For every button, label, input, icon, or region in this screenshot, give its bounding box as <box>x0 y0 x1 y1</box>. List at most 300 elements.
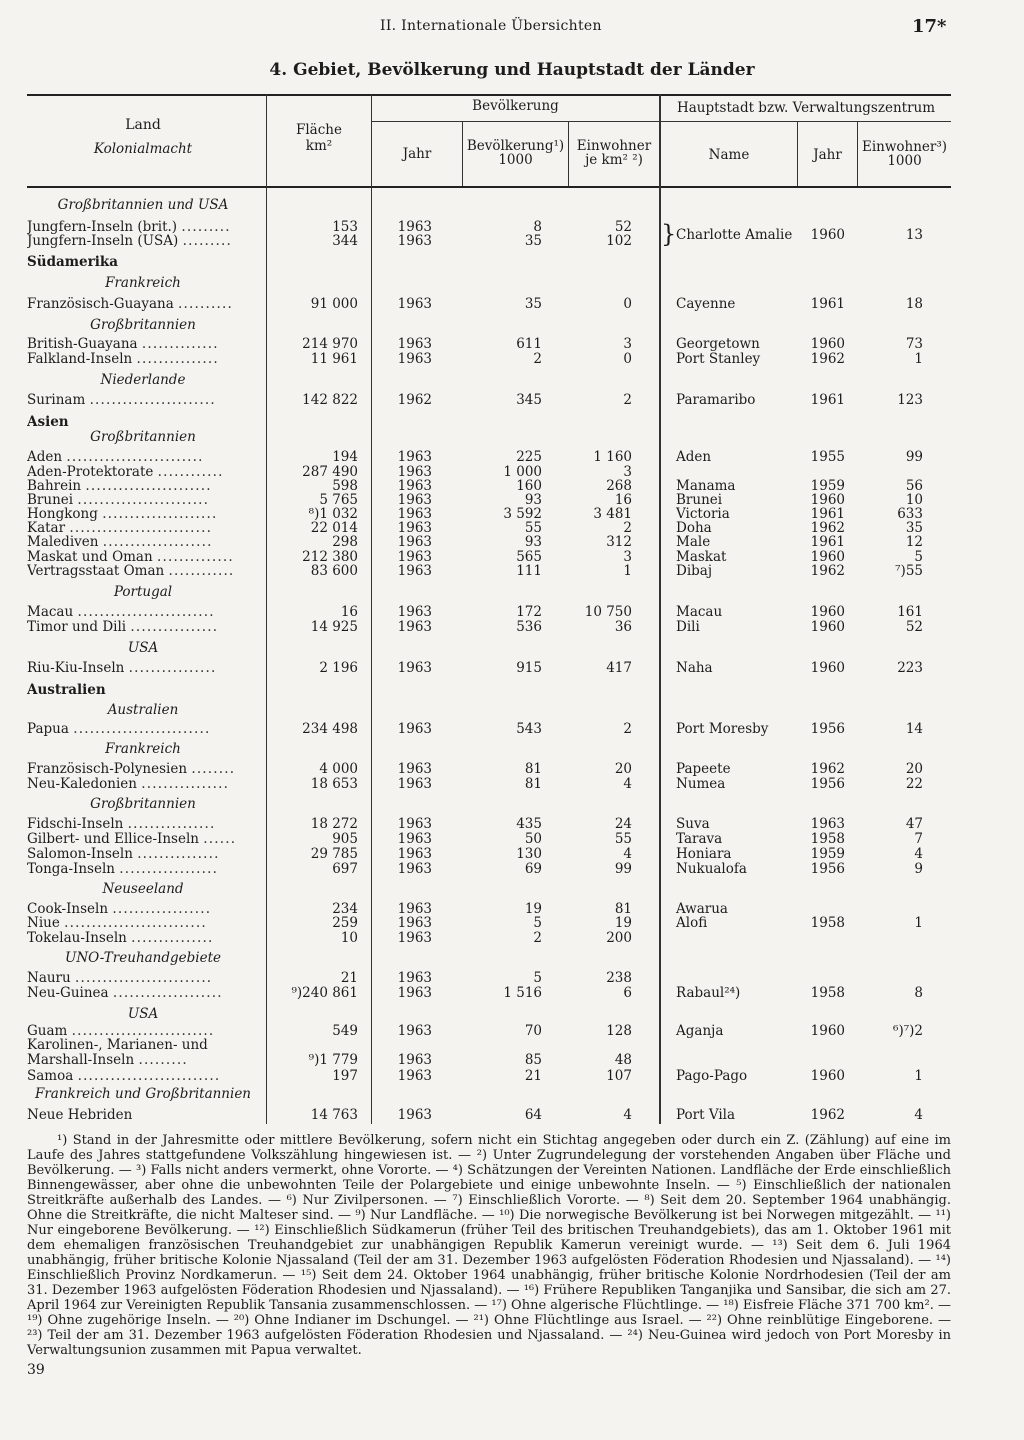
header-bevoelkerung: Bevölkerung <box>472 98 559 114</box>
cell-cinh: 56 <box>905 478 923 494</box>
cell-pop: 69 <box>524 861 542 877</box>
cell-year: 1963 <box>397 816 432 832</box>
land-name <box>27 393 259 407</box>
cell-year: 1963 <box>397 233 432 249</box>
cell-cinh: ⁷)55 <box>895 563 923 579</box>
cell-cap: Suva <box>676 816 710 832</box>
cell-cinh: 14 <box>905 721 923 737</box>
cell-year: 1963 <box>397 506 432 522</box>
footer-page-number: 39 <box>27 1362 45 1378</box>
colonial-power-heading <box>0 703 1024 717</box>
cell-cinh: 10 <box>905 492 923 508</box>
cell-dens: 2 <box>623 721 632 737</box>
land-name <box>27 1108 259 1122</box>
cell-year: 1963 <box>397 901 432 917</box>
land-label: Frankreich <box>105 742 181 756</box>
cell-area: 212 380 <box>302 549 358 565</box>
cell-area: 259 <box>332 915 358 931</box>
land-label: Neue Hebriden <box>27 1108 133 1122</box>
cell-cap: Dili <box>676 619 700 635</box>
cell-cyear: 1962 <box>810 761 845 777</box>
header-einwohner-b: je km² ²) <box>585 152 643 168</box>
land-name <box>27 450 259 464</box>
land-label: Australien <box>27 683 106 697</box>
cell-dens: 0 <box>623 296 632 312</box>
cell-cyear: 1962 <box>810 563 845 579</box>
running-head: II. Internationale Übersichten <box>380 18 602 34</box>
cell-cap: Cayenne <box>676 296 736 312</box>
cell-year: 1963 <box>397 915 432 931</box>
cell-cyear: 1960 <box>810 549 845 565</box>
cell-pop: 1 000 <box>503 464 542 480</box>
cell-dens: 2 <box>623 392 632 408</box>
cell-dens: 268 <box>606 478 632 494</box>
cell-year: 1963 <box>397 549 432 565</box>
land-name <box>27 683 259 697</box>
leader-dots: ......... <box>181 220 231 234</box>
leader-dots: .................. <box>112 902 212 916</box>
cell-area: 29 785 <box>310 846 358 862</box>
cell-cyear: 1956 <box>810 776 845 792</box>
cell-cinh: 22 <box>905 776 923 792</box>
cell-area: 10 <box>340 930 358 946</box>
land-name <box>27 817 259 831</box>
cell-area: 21 <box>340 970 358 986</box>
cell-cinh: 5 <box>914 549 923 565</box>
header-name: Name <box>708 147 750 163</box>
header-bev-1000-b: 1000 <box>498 152 533 168</box>
table-row <box>0 817 1024 831</box>
cell-area: 153 <box>332 219 358 235</box>
land-name <box>27 703 259 717</box>
cell-cap: Pago-Pago <box>676 1068 748 1084</box>
cell-cap: Honiara <box>676 846 732 862</box>
land-name <box>27 337 259 351</box>
land-name <box>27 951 259 965</box>
continent-heading <box>0 415 1024 429</box>
cell-cyear: 1960 <box>810 660 845 676</box>
land-label: Karolinen-, Marianen- und <box>27 1038 208 1052</box>
table-row <box>0 722 1024 736</box>
cell-cap: Doha <box>676 520 712 536</box>
table-row <box>0 620 1024 634</box>
table-row <box>0 605 1024 619</box>
leader-dots: .............. <box>141 337 219 351</box>
cell-pop: 85 <box>524 1052 542 1068</box>
table-row <box>0 931 1024 945</box>
cell-cap: Manama <box>676 478 736 494</box>
cell-year: 1963 <box>397 985 432 1001</box>
land-name <box>27 564 259 578</box>
table-row <box>0 564 1024 578</box>
cell-dens: 0 <box>623 351 632 367</box>
land-label: Portugal <box>113 585 173 599</box>
land-name <box>27 1069 259 1083</box>
cell-pop: 172 <box>516 604 542 620</box>
land-label: Hongkong <box>27 507 98 521</box>
cell-cinh: 18 <box>905 296 923 312</box>
cell-cinh: 35 <box>905 520 923 536</box>
land-name <box>27 352 259 366</box>
header-jahr: Jahr <box>402 146 432 162</box>
cell-cinh: 9 <box>914 861 923 877</box>
land-label: Cook-Inseln <box>27 902 109 916</box>
land-name <box>27 415 259 429</box>
cell-area: 5 765 <box>319 492 358 508</box>
cell-cap: Brunei <box>676 492 723 508</box>
cell-cinh: 99 <box>905 449 923 465</box>
cell-pop: 64 <box>524 1107 542 1123</box>
cell-cyear: 1961 <box>810 534 845 550</box>
land-label: Niederlande <box>100 373 186 387</box>
land-label: Vertragsstaat Oman <box>27 564 165 578</box>
cell-cap: Maskat <box>676 549 727 565</box>
table-row <box>0 465 1024 479</box>
continent-heading <box>0 683 1024 697</box>
cell-cap: Paramaribo <box>676 392 756 408</box>
cell-year: 1963 <box>397 776 432 792</box>
cell-year: 1963 <box>397 619 432 635</box>
cell-pop: 55 <box>524 520 542 536</box>
cell-year: 1963 <box>397 861 432 877</box>
table-row <box>0 916 1024 930</box>
cell-cap: Tarava <box>676 831 723 847</box>
leader-dots: .......... <box>178 297 233 311</box>
land-label: Surinam <box>27 393 86 407</box>
table-row <box>0 777 1024 791</box>
footnotes-text: ¹) Stand in der Jahresmitte oder mittlere Bevölkerung, sofern nicht ein Stichtag angegeben oder durch ein Z. (Zählung) auf eine im Laufe des Jahres stattgefundene Volkszählung hingewiesen ist. — ²) Unter Zugrundelegung der vorstehenden Angaben über Fläche und Bevölkerung. — ³) Falls nicht anders vermerkt, ohne Vororte. — ⁴) Schätzungen der Vereinten Nationen. Landfläche der Erde einschließlich Binnengewässer, aber ohne die unbewohnten Teile der Polargebiete und einige unbewohnte Inseln. — ⁵) Einschließlich der nationalen Streitkräfte außerhalb des Landes. — ⁶) Nur Zivilpersonen. — ⁷) Einschließlich Vororte. — ⁸) Seit dem 20. September 1964 unabhängig. Ohne die Streitkräfte, die nicht Malteser sind. — ⁹) Nur Landfläche. — ¹⁰) Die norwegische Bevölkerung ist bei Norwegen mitgezählt. — ¹¹) Nur eingeborene Bevölkerung. — ¹²) Einschließlich Südkamerun (früher Teil des britischen Treuhandgebiets), das am 1. Oktober 1961 mit dem ehemaligen französischen Treuhandgebiet zur unabhängigen Republik Kamerun vereinigt wurde. — ¹³) Seit dem 6. Juli 1964 unabhängig, früher britische Kolonie Njassaland (Teil der am 31. Dezember 1963 aufgelösten Föderation Rhodesien und Njassaland). — ¹⁴) Einschließlich Provinz Nordkamerun. — ¹⁵) Seit dem 24. Oktober 1964 unabhängig, früher britische Kolonie Nordrhodesien (Teil der am 31. Dezember 1963 aufgelösten Föderation Rhodesien und Njassaland). — ¹⁶) Frühere Republiken Tanganjika und Sansibar, die sich am 27. April 1964 zur Vereinigten Republik Tansania zusammenschlossen. — ¹⁷) Ohne algerische Flüchtlinge. — ¹⁸) Eisfreie Fläche 371 700 km². — ¹⁹) Ohne zugehörige Inseln. — ²⁰) Ohne Indianer im Dschungel. — ²¹) Ohne Flüchtlinge aus Israel. — ²²) Ohne reinblütige Eingeborene. — ²³) Teil der am 31. Dezember 1963 aufgelösten Föderation Rhodesien und Njassaland. — ²⁴) Neu-Guinea wird jedoch von Port Moresby in Verwaltungsunion zusammen mit Papua verwaltet. <box>27 1133 951 1358</box>
table-row <box>0 493 1024 507</box>
table-row <box>0 661 1024 675</box>
cell-cyear: 1960 <box>810 1023 845 1039</box>
land-name <box>27 862 259 876</box>
land-label: Großbritannien <box>90 318 196 332</box>
cell-area: 14 925 <box>310 619 358 635</box>
leader-dots: ................ <box>127 817 216 831</box>
cell-dens: 52 <box>614 219 632 235</box>
table-row <box>0 297 1024 311</box>
leader-dots: .................... <box>102 535 213 549</box>
land-label: USA <box>127 641 159 655</box>
cell-pop: 111 <box>516 563 542 579</box>
cell-year: 1963 <box>397 492 432 508</box>
cell-dens: 4 <box>623 776 632 792</box>
cell-area: 18 653 <box>310 776 358 792</box>
land-label: Maskat und Oman <box>27 550 153 564</box>
cell-area: 549 <box>332 1023 358 1039</box>
table-row <box>0 550 1024 564</box>
table-row <box>0 902 1024 916</box>
table-row <box>0 393 1024 407</box>
land-name <box>27 318 259 332</box>
land-name <box>27 430 259 444</box>
cell-dens: 3 <box>623 464 632 480</box>
colonial-power-heading <box>0 951 1024 965</box>
cell-cyear: 1958 <box>810 985 845 1001</box>
land-name <box>27 535 259 549</box>
cell-dens: 55 <box>614 831 632 847</box>
cell-dens: 3 481 <box>593 506 632 522</box>
land-label: Jungfern-Inseln (USA) <box>27 234 179 248</box>
land-label: Guam <box>27 1024 68 1038</box>
header-hauptstadt: Hauptstadt bzw. Verwaltungszentrum <box>676 100 936 116</box>
cell-year: 1963 <box>397 604 432 620</box>
cell-dens: 107 <box>606 1068 632 1084</box>
land-label: Marshall-Inseln <box>27 1053 135 1067</box>
cell-cap: Rabaul²⁴) <box>676 985 741 1001</box>
colonial-power-heading <box>0 797 1024 811</box>
land-label: Frankreich und Großbritannien <box>34 1087 252 1101</box>
capital-year: 1960 <box>810 227 845 243</box>
land-label: Großbritannien <box>90 430 196 444</box>
cell-year: 1963 <box>397 1023 432 1039</box>
cell-cyear: 1956 <box>810 861 845 877</box>
table-row <box>0 507 1024 521</box>
cell-area: ⁸)1 032 <box>308 506 358 522</box>
land-name <box>27 722 259 736</box>
cell-cap: Naha <box>676 660 713 676</box>
cell-cyear: 1958 <box>810 831 845 847</box>
header-cap-einw-a: Einwohner³) <box>861 139 948 155</box>
land-name <box>27 1007 259 1021</box>
cell-cap: Nukualofa <box>676 861 747 877</box>
land-name <box>27 198 259 212</box>
cell-area: 16 <box>340 604 358 620</box>
cell-dens: 102 <box>606 233 632 249</box>
land-name <box>27 620 259 634</box>
header-flaeche-unit: km² <box>305 138 333 154</box>
cell-area: 697 <box>332 861 358 877</box>
cell-year: 1963 <box>397 930 432 946</box>
cell-dens: 417 <box>606 660 632 676</box>
cell-year: 1963 <box>397 970 432 986</box>
cell-cinh: 633 <box>897 506 923 522</box>
cell-pop: 345 <box>516 392 542 408</box>
cell-area: ⁹)1 779 <box>308 1052 358 1068</box>
cell-pop: 93 <box>524 492 542 508</box>
cell-cinh: 20 <box>905 761 923 777</box>
cell-year: 1963 <box>397 520 432 536</box>
leader-dots: ..................... <box>102 507 218 521</box>
colonial-power-heading <box>0 373 1024 387</box>
land-name <box>27 493 259 507</box>
table-row <box>0 450 1024 464</box>
land-name <box>27 931 259 945</box>
land-label: Aden-Protektorate <box>27 465 154 479</box>
cell-dens: 4 <box>623 846 632 862</box>
leader-dots: ......................... <box>77 605 215 619</box>
cell-cap: Numea <box>676 776 726 792</box>
colonial-power-heading <box>0 585 1024 599</box>
cell-year: 1963 <box>397 721 432 737</box>
cell-cap: Alofi <box>676 915 708 931</box>
cell-pop: 50 <box>524 831 542 847</box>
cell-pop: 5 <box>533 915 542 931</box>
cell-pop: 565 <box>516 549 542 565</box>
land-name <box>27 882 259 896</box>
cell-cyear: 1962 <box>810 520 845 536</box>
colonial-power-heading <box>0 1087 1024 1101</box>
cell-dens: 200 <box>606 930 632 946</box>
table-row <box>0 1069 1024 1083</box>
land-label: Neuseeland <box>102 882 184 896</box>
cell-cap: Port Vila <box>676 1107 736 1123</box>
table-row <box>0 862 1024 876</box>
cell-cap: Port Moresby <box>676 721 769 737</box>
cell-pop: 2 <box>533 930 542 946</box>
table-row <box>0 971 1024 985</box>
cell-area: 18 272 <box>310 816 358 832</box>
land-label: Gilbert- und Ellice-Inseln <box>27 832 199 846</box>
cell-pop: 1 516 <box>503 985 542 1001</box>
footnotes <box>27 1133 951 1358</box>
cell-pop: 536 <box>516 619 542 635</box>
cell-cinh: 47 <box>905 816 923 832</box>
cell-pop: 435 <box>516 816 542 832</box>
table-row <box>0 337 1024 351</box>
land-label: Salomon-Inseln <box>27 847 133 861</box>
capital-inhabitants: 13 <box>905 227 923 243</box>
cell-dens: 99 <box>614 861 632 877</box>
brace-glyph: } <box>661 220 677 248</box>
cell-pop: 2 <box>533 351 542 367</box>
leader-dots: .................. <box>119 862 219 876</box>
leader-dots: ............... <box>131 931 214 945</box>
land-label: Timor und Dili <box>27 620 127 634</box>
cell-cinh: 73 <box>905 336 923 352</box>
cell-cyear: 1955 <box>810 449 845 465</box>
land-name <box>27 847 259 861</box>
land-name <box>27 797 259 811</box>
land-label: Papua <box>27 722 69 736</box>
land-label: Nauru <box>27 971 71 985</box>
land-label: Fidschi-Inseln <box>27 817 124 831</box>
land-name <box>27 550 259 564</box>
cell-pop: 5 <box>533 970 542 986</box>
cell-dens: 19 <box>614 915 632 931</box>
land-label: Malediven <box>27 535 99 549</box>
land-label: Großbritannien <box>90 797 196 811</box>
leader-dots: .......................... <box>71 1024 215 1038</box>
cell-cinh: 1 <box>914 351 923 367</box>
cell-year: 1963 <box>397 296 432 312</box>
cell-cap: Georgetown <box>676 336 760 352</box>
cell-year: 1963 <box>397 534 432 550</box>
cell-cyear: 1962 <box>810 351 845 367</box>
cell-pop: 160 <box>516 478 542 494</box>
leader-dots: ........................ <box>77 493 210 507</box>
leader-dots: ............ <box>157 465 224 479</box>
cell-dens: 20 <box>614 761 632 777</box>
cell-dens: 4 <box>623 1107 632 1123</box>
cell-cinh: 161 <box>897 604 923 620</box>
cell-year: 1963 <box>397 761 432 777</box>
cell-cinh: 8 <box>914 985 923 1001</box>
cell-area: 4 000 <box>319 761 358 777</box>
cell-cyear: 1961 <box>810 296 845 312</box>
land-name <box>27 465 259 479</box>
table-row <box>0 1038 1024 1052</box>
land-label: Niue <box>27 916 60 930</box>
cell-pop: 81 <box>524 761 542 777</box>
land-name <box>27 777 259 791</box>
cell-cyear: 1960 <box>810 1068 845 1084</box>
cell-cap: Port Stanley <box>676 351 761 367</box>
cell-cyear: 1959 <box>810 846 845 862</box>
cell-year: 1963 <box>397 478 432 494</box>
leader-dots: ......................... <box>73 722 211 736</box>
cell-dens: 128 <box>606 1023 632 1039</box>
land-name <box>27 1053 259 1067</box>
land-label: Neu-Guinea <box>27 986 109 1000</box>
cell-cyear: 1962 <box>810 1107 845 1123</box>
land-label: Brunei <box>27 493 74 507</box>
cell-year: 1963 <box>397 449 432 465</box>
leader-dots: ......................... <box>66 450 204 464</box>
cell-pop: 543 <box>516 721 542 737</box>
table-row <box>0 1053 1024 1067</box>
land-name <box>27 1038 259 1052</box>
land-name <box>27 507 259 521</box>
land-label: Falkland-Inseln <box>27 352 133 366</box>
land-name <box>27 916 259 930</box>
land-name <box>27 902 259 916</box>
land-name <box>27 605 259 619</box>
continent-heading <box>0 255 1024 269</box>
leader-dots: ............... <box>136 352 219 366</box>
cell-cyear: 1960 <box>810 619 845 635</box>
cell-dens: 6 <box>623 985 632 1001</box>
land-name <box>27 297 259 311</box>
land-name <box>27 742 259 756</box>
land-name <box>27 661 259 675</box>
land-name <box>27 1024 259 1038</box>
land-label: Katar <box>27 521 66 535</box>
cell-cinh: ⁶)⁷)2 <box>893 1023 923 1039</box>
cell-cinh: 1 <box>914 1068 923 1084</box>
land-label: Asien <box>27 415 69 429</box>
cell-cyear: 1963 <box>810 816 845 832</box>
cell-cap: Awarua <box>676 901 728 917</box>
cell-cinh: 4 <box>914 1107 923 1123</box>
cell-area: 298 <box>332 534 358 550</box>
cell-area: 905 <box>332 831 358 847</box>
table-row <box>0 986 1024 1000</box>
land-label: Frankreich <box>105 276 181 290</box>
leader-dots: ......................... <box>75 971 213 985</box>
cell-pop: 35 <box>524 296 542 312</box>
cell-pop: 19 <box>524 901 542 917</box>
cell-year: 1963 <box>397 1052 432 1068</box>
cell-cyear: 1961 <box>810 506 845 522</box>
land-label: Neu-Kaledonien <box>27 777 137 791</box>
cell-cinh: 52 <box>905 619 923 635</box>
colonial-power-heading <box>0 430 1024 444</box>
leader-dots: ......... <box>182 234 233 248</box>
cell-area: 142 822 <box>302 392 358 408</box>
land-label: Jungfern-Inseln (brit.) <box>27 220 178 234</box>
cell-dens: 2 <box>623 520 632 536</box>
land-name <box>27 521 259 535</box>
land-name <box>27 832 259 846</box>
header-top-rule <box>27 94 951 96</box>
cell-cyear: 1959 <box>810 478 845 494</box>
land-name <box>27 276 259 290</box>
land-label: Französisch-Polynesien <box>27 762 188 776</box>
cell-year: 1963 <box>397 831 432 847</box>
header-cap-jahr: Jahr <box>813 147 842 163</box>
cell-dens: 24 <box>614 816 632 832</box>
